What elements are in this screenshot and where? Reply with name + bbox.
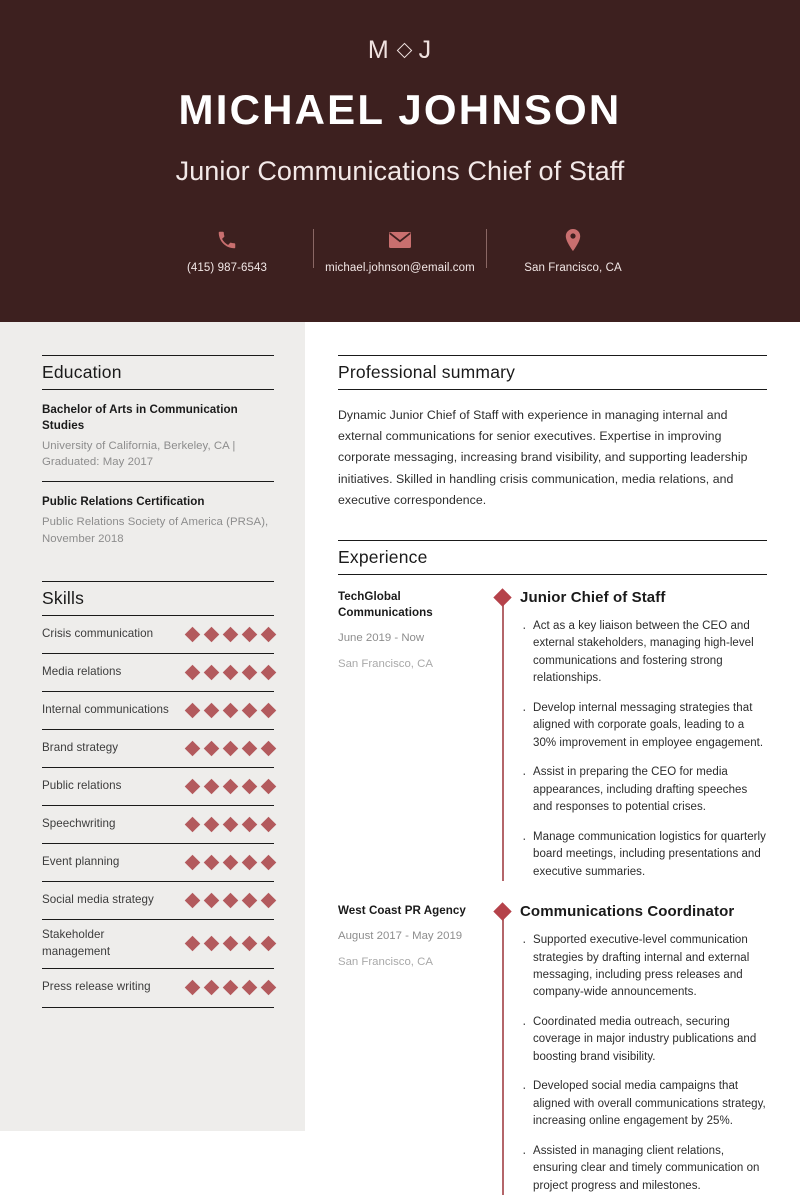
rating-diamond — [261, 893, 277, 909]
skills-heading-wrap — [42, 581, 274, 616]
contact-item-phone[interactable] — [141, 227, 313, 274]
rating-diamond — [204, 893, 220, 909]
rating-diamond — [185, 817, 201, 833]
experience-bullet: · Manage communication logistics for quarterly board meetings, including presentations and executive summaries. — [520, 829, 767, 881]
rating-diamond — [242, 855, 258, 871]
education-item — [42, 481, 274, 557]
skill-row — [42, 730, 274, 768]
experience-company: West Coast PR Agency — [338, 904, 466, 918]
skill-rating — [187, 743, 274, 754]
timeline — [490, 903, 516, 1195]
experience-bullet: · Developed social media campaigns that aligned with overall communications strategy, increasing online engagement by 25%. — [520, 1078, 767, 1130]
skill-rating — [187, 895, 274, 906]
education-meta: Public Relations Society of America (PRSA), November 2018 — [42, 516, 269, 545]
rating-diamond — [261, 980, 277, 996]
education-section — [42, 355, 274, 558]
contact-bar — [0, 227, 800, 274]
education-degree: Bachelor of Arts in Communication Studies — [42, 403, 238, 433]
experience-bullet: · Assisted in managing client relations, ensuring clear and timely communication on project progress and milestones. — [520, 1143, 767, 1195]
rating-diamond — [185, 779, 201, 795]
skill-name: Speechwriting — [42, 817, 116, 831]
rating-diamond — [223, 779, 239, 795]
monogram-initial-last: J — [418, 36, 433, 64]
education-degree: Public Relations Certification — [42, 495, 205, 509]
experience-location: San Francisco, CA — [338, 956, 433, 968]
experience-dates: June 2019 - Now — [338, 631, 425, 644]
experience-details — [516, 589, 767, 881]
experience-section — [338, 540, 767, 1195]
contact-item-location[interactable] — [487, 227, 659, 274]
rating-diamond — [185, 741, 201, 757]
rating-diamond — [204, 817, 220, 833]
contact-value-phone: (415) 987-6543 — [186, 261, 268, 274]
skill-name: Brand strategy — [42, 741, 119, 755]
timeline-line — [502, 599, 504, 881]
experience-bullet-list — [520, 618, 767, 881]
skill-name: Crisis communication — [42, 627, 154, 641]
skill-rating — [187, 629, 274, 640]
experience-bullet: · Assist in preparing the CEO for media appearances, including drafting speeches and responses to potential crises. — [520, 764, 767, 816]
diamond-outline-icon — [396, 43, 412, 59]
experience-bullet: · Develop internal messaging strategies that aligned with corporate goals, leading to a 30% improvement in employee engagement. — [520, 700, 767, 752]
timeline-diamond-icon — [493, 588, 511, 606]
skill-name: Media relations — [42, 665, 122, 679]
summary-section — [338, 355, 767, 511]
rating-diamond — [261, 627, 277, 643]
main-content — [305, 322, 800, 1192]
rating-diamond — [204, 703, 220, 719]
skill-row — [42, 969, 274, 1007]
monogram-initial-first: M — [367, 36, 390, 64]
rating-diamond — [185, 855, 201, 871]
rating-diamond — [204, 936, 220, 952]
experience-meta — [338, 589, 490, 881]
summary-heading: Professional summary — [338, 362, 516, 382]
rating-diamond — [223, 855, 239, 871]
skill-row — [42, 616, 274, 654]
location-pin-icon — [563, 227, 583, 253]
skill-row — [42, 882, 274, 920]
skill-rating — [187, 705, 274, 716]
skill-row — [42, 768, 274, 806]
summary-text: Dynamic Junior Chief of Staff with experience in managing internal and external communications for senior executives. Expertise in improving corporate messaging, increasing brand visibility, and supporting leadership initiatives. Skilled in handling crisis communication, media relations, and executive correspondence. — [338, 408, 748, 507]
experience-role: Junior Chief of Staff — [520, 588, 666, 606]
sidebar — [0, 322, 305, 1131]
rating-diamond — [185, 893, 201, 909]
rating-diamond — [223, 665, 239, 681]
skill-rating — [187, 982, 274, 993]
skill-name: Event planning — [42, 855, 120, 869]
rating-diamond — [185, 703, 201, 719]
rating-diamond — [242, 779, 258, 795]
rating-diamond — [242, 703, 258, 719]
experience-item — [338, 881, 767, 1195]
experience-location: San Francisco, CA — [338, 657, 433, 670]
skill-name: Press release writing — [42, 980, 151, 994]
rating-diamond — [242, 893, 258, 909]
rating-diamond — [242, 665, 258, 681]
skill-rating — [187, 938, 274, 949]
monogram — [368, 38, 432, 63]
rating-diamond — [242, 741, 258, 757]
education-item — [42, 390, 274, 481]
rating-diamond — [223, 980, 239, 996]
education-heading: Education — [42, 362, 122, 382]
rating-diamond — [204, 665, 220, 681]
candidate-title: Junior Communications Chief of Staff — [175, 156, 625, 186]
rating-diamond — [185, 627, 201, 643]
skill-rating — [187, 781, 274, 792]
rating-diamond — [261, 779, 277, 795]
timeline-diamond-icon — [493, 902, 511, 920]
rating-diamond — [242, 817, 258, 833]
rating-diamond — [223, 893, 239, 909]
contact-value-email: michael.johnson@email.com — [325, 261, 475, 274]
timeline-line — [502, 913, 504, 1195]
rating-diamond — [223, 741, 239, 757]
skill-rating — [187, 819, 274, 830]
rating-diamond — [261, 703, 277, 719]
skill-row — [42, 844, 274, 882]
rating-diamond — [223, 703, 239, 719]
skill-row — [42, 920, 274, 969]
rating-diamond — [223, 817, 239, 833]
rating-diamond — [261, 665, 277, 681]
rating-diamond — [242, 980, 258, 996]
experience-meta — [338, 903, 490, 1195]
experience-role: Communications Coordinator — [520, 903, 735, 921]
skill-name: Stakeholder management — [42, 927, 111, 958]
skill-name: Social media strategy — [42, 893, 154, 907]
skills-heading: Skills — [42, 587, 85, 608]
skills-section — [42, 581, 274, 1008]
candidate-name: MICHAEL JOHNSON — [178, 86, 622, 133]
experience-bullet: · Act as a key liaison between the CEO and external stakeholders, managing high-level communications and fostering strong relationships. — [520, 618, 767, 688]
rating-diamond — [204, 741, 220, 757]
timeline — [490, 589, 516, 881]
summary-heading-wrap — [338, 355, 767, 390]
contact-item-email[interactable] — [314, 227, 486, 274]
rating-diamond — [204, 779, 220, 795]
rating-diamond — [185, 980, 201, 996]
rating-diamond — [261, 817, 277, 833]
rating-diamond — [204, 855, 220, 871]
rating-diamond — [204, 627, 220, 643]
rating-diamond — [223, 627, 239, 643]
experience-dates: August 2017 - May 2019 — [338, 930, 463, 943]
experience-details — [516, 903, 767, 1195]
experience-company: TechGlobal Communications — [338, 589, 433, 619]
experience-heading-wrap — [338, 540, 767, 575]
rating-diamond — [261, 741, 277, 757]
rating-diamond — [204, 980, 220, 996]
experience-bullet-list — [520, 932, 767, 1195]
experience-bullet: · Coordinated media outreach, securing coverage in major industry publications and boosting brand visibility. — [520, 1014, 767, 1066]
rating-diamond — [242, 936, 258, 952]
experience-heading: Experience — [338, 546, 428, 567]
skill-row — [42, 692, 274, 730]
education-heading-wrap — [42, 355, 274, 390]
experience-bullet: · Supported executive-level communication strategies by drafting internal and external messaging, including press releases and company-wide announcements. — [520, 932, 767, 1002]
envelope-icon — [388, 227, 412, 253]
education-list — [42, 390, 274, 558]
rating-diamond — [185, 665, 201, 681]
skill-rating — [187, 667, 274, 678]
skill-row — [42, 806, 274, 844]
rating-diamond — [261, 936, 277, 952]
resume-header — [0, 0, 800, 322]
rating-diamond — [242, 627, 258, 643]
contact-value-location: San Francisco, CA — [524, 261, 622, 274]
experience-item — [338, 575, 767, 881]
rating-diamond — [223, 936, 239, 952]
skill-rating — [187, 857, 274, 868]
rating-diamond — [185, 936, 201, 952]
education-meta: University of California, Berkeley, CA | Graduated: May 2017 — [42, 440, 236, 469]
skill-name: Internal communications — [42, 703, 169, 717]
skill-row — [42, 654, 274, 692]
phone-icon — [216, 227, 238, 253]
skills-list — [42, 616, 274, 1008]
skill-name: Public relations — [42, 779, 122, 793]
rating-diamond — [261, 855, 277, 871]
